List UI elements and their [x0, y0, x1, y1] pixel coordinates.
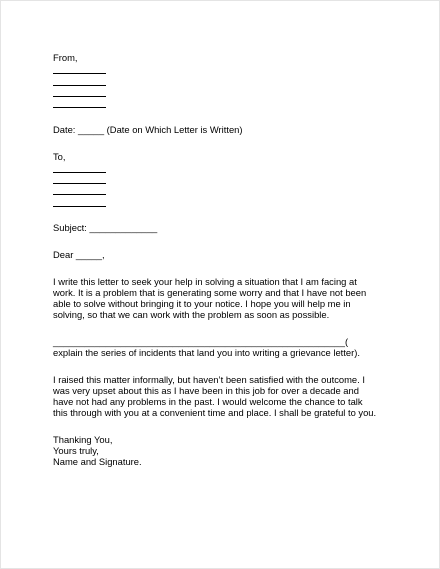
paragraph-line: this through with you at a convenient time and place. I shall be grateful to you.: [53, 407, 377, 418]
closing-line: Thanking You,: [53, 434, 113, 445]
to-label: To,: [53, 151, 66, 162]
from-blank-line: [53, 73, 106, 74]
paragraph-line: I raised this matter informally, but haven’t been satisfied with the outcome. I: [53, 374, 365, 385]
paragraph-line: work. It is a problem that is generating some worry and that I have not been: [53, 287, 367, 298]
to-blank-line: [53, 194, 106, 195]
paragraph-line: solving, so that we can work with the problem as soon as possible.: [53, 309, 330, 320]
date-line: Date: _____ (Date on Which Letter is Written): [53, 124, 243, 135]
to-blank-line: [53, 172, 106, 173]
from-blank-line: [53, 107, 106, 108]
to-blank-line: [53, 206, 106, 207]
salutation: Dear _____,: [53, 249, 105, 260]
paragraph-line: explain the series of incidents that land you into writing a grievance letter).: [53, 347, 360, 358]
paragraph-line: able to solve without bringing it to your notice. I hope you will help me in: [53, 298, 351, 309]
to-blank-line: [53, 183, 106, 184]
paragraph-line: ________________________________________________________(: [53, 336, 349, 347]
from-blank-line: [53, 96, 106, 97]
subject-line: Subject: _____________: [53, 222, 158, 233]
from-label: From,: [53, 52, 78, 63]
paragraph-line: I write this letter to seek your help in solving a situation that I am facing at: [53, 276, 357, 287]
paragraph-line: have not had any problems in the past. I would welcome the chance to talk: [53, 396, 363, 407]
paragraph-line: was very upset about this as I have been in this job for over a decade and: [53, 385, 359, 396]
from-blank-line: [53, 85, 106, 86]
signature-line: Name and Signature.: [53, 456, 142, 467]
closing-line: Yours truly,: [53, 445, 99, 456]
